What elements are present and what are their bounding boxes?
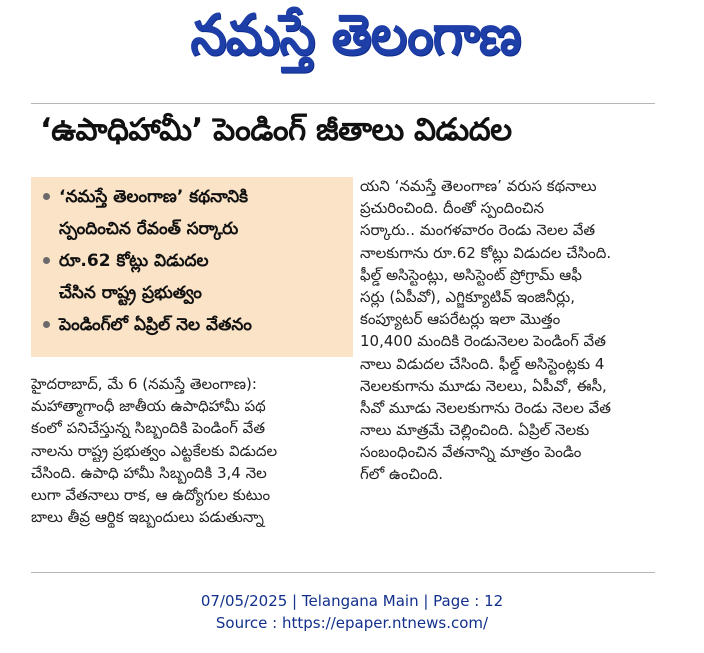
body-line: కంప్యూటర్ ఆపరేటర్లు ఇలా మొత్తం: [360, 310, 561, 329]
footer-source-line: Source : https://epaper.ntnews.com/: [215, 614, 489, 632]
highlights-box: [31, 177, 353, 357]
bottom-divider: [31, 572, 655, 573]
footer-edition-line: 07/05/2025 | Telangana Main | Page : 12: [200, 592, 504, 610]
masthead: [150, 4, 560, 80]
article-body-left-column: [31, 373, 353, 528]
body-line: యని ‘నమస్తే తెలంగాణ’ వరుస కథనాలు: [360, 177, 597, 195]
body-line: సర్లు (ఏపీవో), ఎగ్జిక్యూటివ్ ఇంజినీర్లు,: [360, 287, 575, 306]
body-line: నాలను రాష్ట్ర ప్రభుత్వం ఎట్టకేలకు విడుదల: [31, 441, 278, 460]
highlight-line: ‘నమస్తే తెలంగాణ’ కథనానికి: [59, 187, 249, 207]
highlight-line: పెండింగ్‌లో ఏప్రిల్ నెల వేతనం: [59, 315, 252, 335]
body-line: మహాత్మాగాంధీ జాతీయ ఉపాధిహామీ పథ: [31, 397, 266, 416]
body-line: గ్‌లో ఉంచింది.: [360, 465, 443, 484]
highlight-item: [43, 181, 248, 245]
body-line: హైదరాబాద్, మే 6 (నమస్తే తెలంగాణ):: [31, 375, 257, 393]
bullet-icon: [43, 193, 50, 200]
highlight-line: రూ.62 కోట్లు విడుదల: [59, 251, 209, 271]
highlight-line: చేసిన రాష్ట్ర ప్రభుత్వం: [59, 283, 202, 303]
article-body-right-column: [360, 175, 660, 486]
body-line: ప్రచురించింది. దీంతో స్పందించిన: [360, 199, 545, 218]
body-line: 10,400 మందికి రెండునెలల పెండింగ్ వేత: [360, 332, 606, 351]
headline: ‘ఉపాధిహామీ’ పెండింగ్ జీతాలు విడుదల: [40, 112, 512, 148]
body-line: నాలకుగాను రూ.62 కోట్లు విడుదల చేసింది.: [360, 243, 612, 262]
body-line: బాలు తీవ్ర ఆర్థిక ఇబ్బందులు పడుతున్నా: [31, 508, 264, 527]
body-line: నాలు విడుదల చేసింది. ఫీల్డ్ అసిస్టెంట్లకు 4: [360, 354, 605, 373]
body-line: సర్కారు.. మంగళవారం రెండు నెలల వేత: [360, 221, 596, 240]
highlight-line: స్పందించిన రేవంత్ సర్కారు: [59, 219, 239, 239]
body-line: ఫీల్డ్ అసిస్టెంట్లు, అసిస్టెంట్ ప్రోగ్రామ్ ఆఫీ: [360, 265, 582, 284]
highlight-item: [43, 309, 252, 341]
body-line: చేసింది. ఉపాధి హామీ సిబ్బందికి 3,4 నెల: [31, 463, 267, 482]
body-line: నెలలకుగాను మూడు నెలలు, ఏపీవో, ఈసీ,: [360, 376, 607, 395]
top-divider: [31, 103, 655, 104]
bullet-icon: [43, 321, 50, 328]
body-line: సంబంధించిన వేతనాన్ని మాత్రం పెండిం: [360, 443, 582, 462]
bullet-icon: [43, 257, 50, 264]
body-line: సీవో మూడు నెలలకుగాను రెండు నెలల వేత: [360, 398, 611, 417]
highlight-item: [43, 245, 209, 309]
masthead-title: నమస్తే తెలంగాణ: [189, 2, 521, 68]
body-line: కంలో పనిచేస్తున్న సిబ్బందికి పెండింగ్ వేత: [31, 419, 266, 438]
body-line: నాలు మాత్రమే చెల్లించింది. ఏప్రిల్ నెలకు: [360, 421, 590, 440]
body-line: లుగా వేతనాలు రాక, ఆ ఉద్యోగుల కుటుం: [31, 485, 271, 504]
